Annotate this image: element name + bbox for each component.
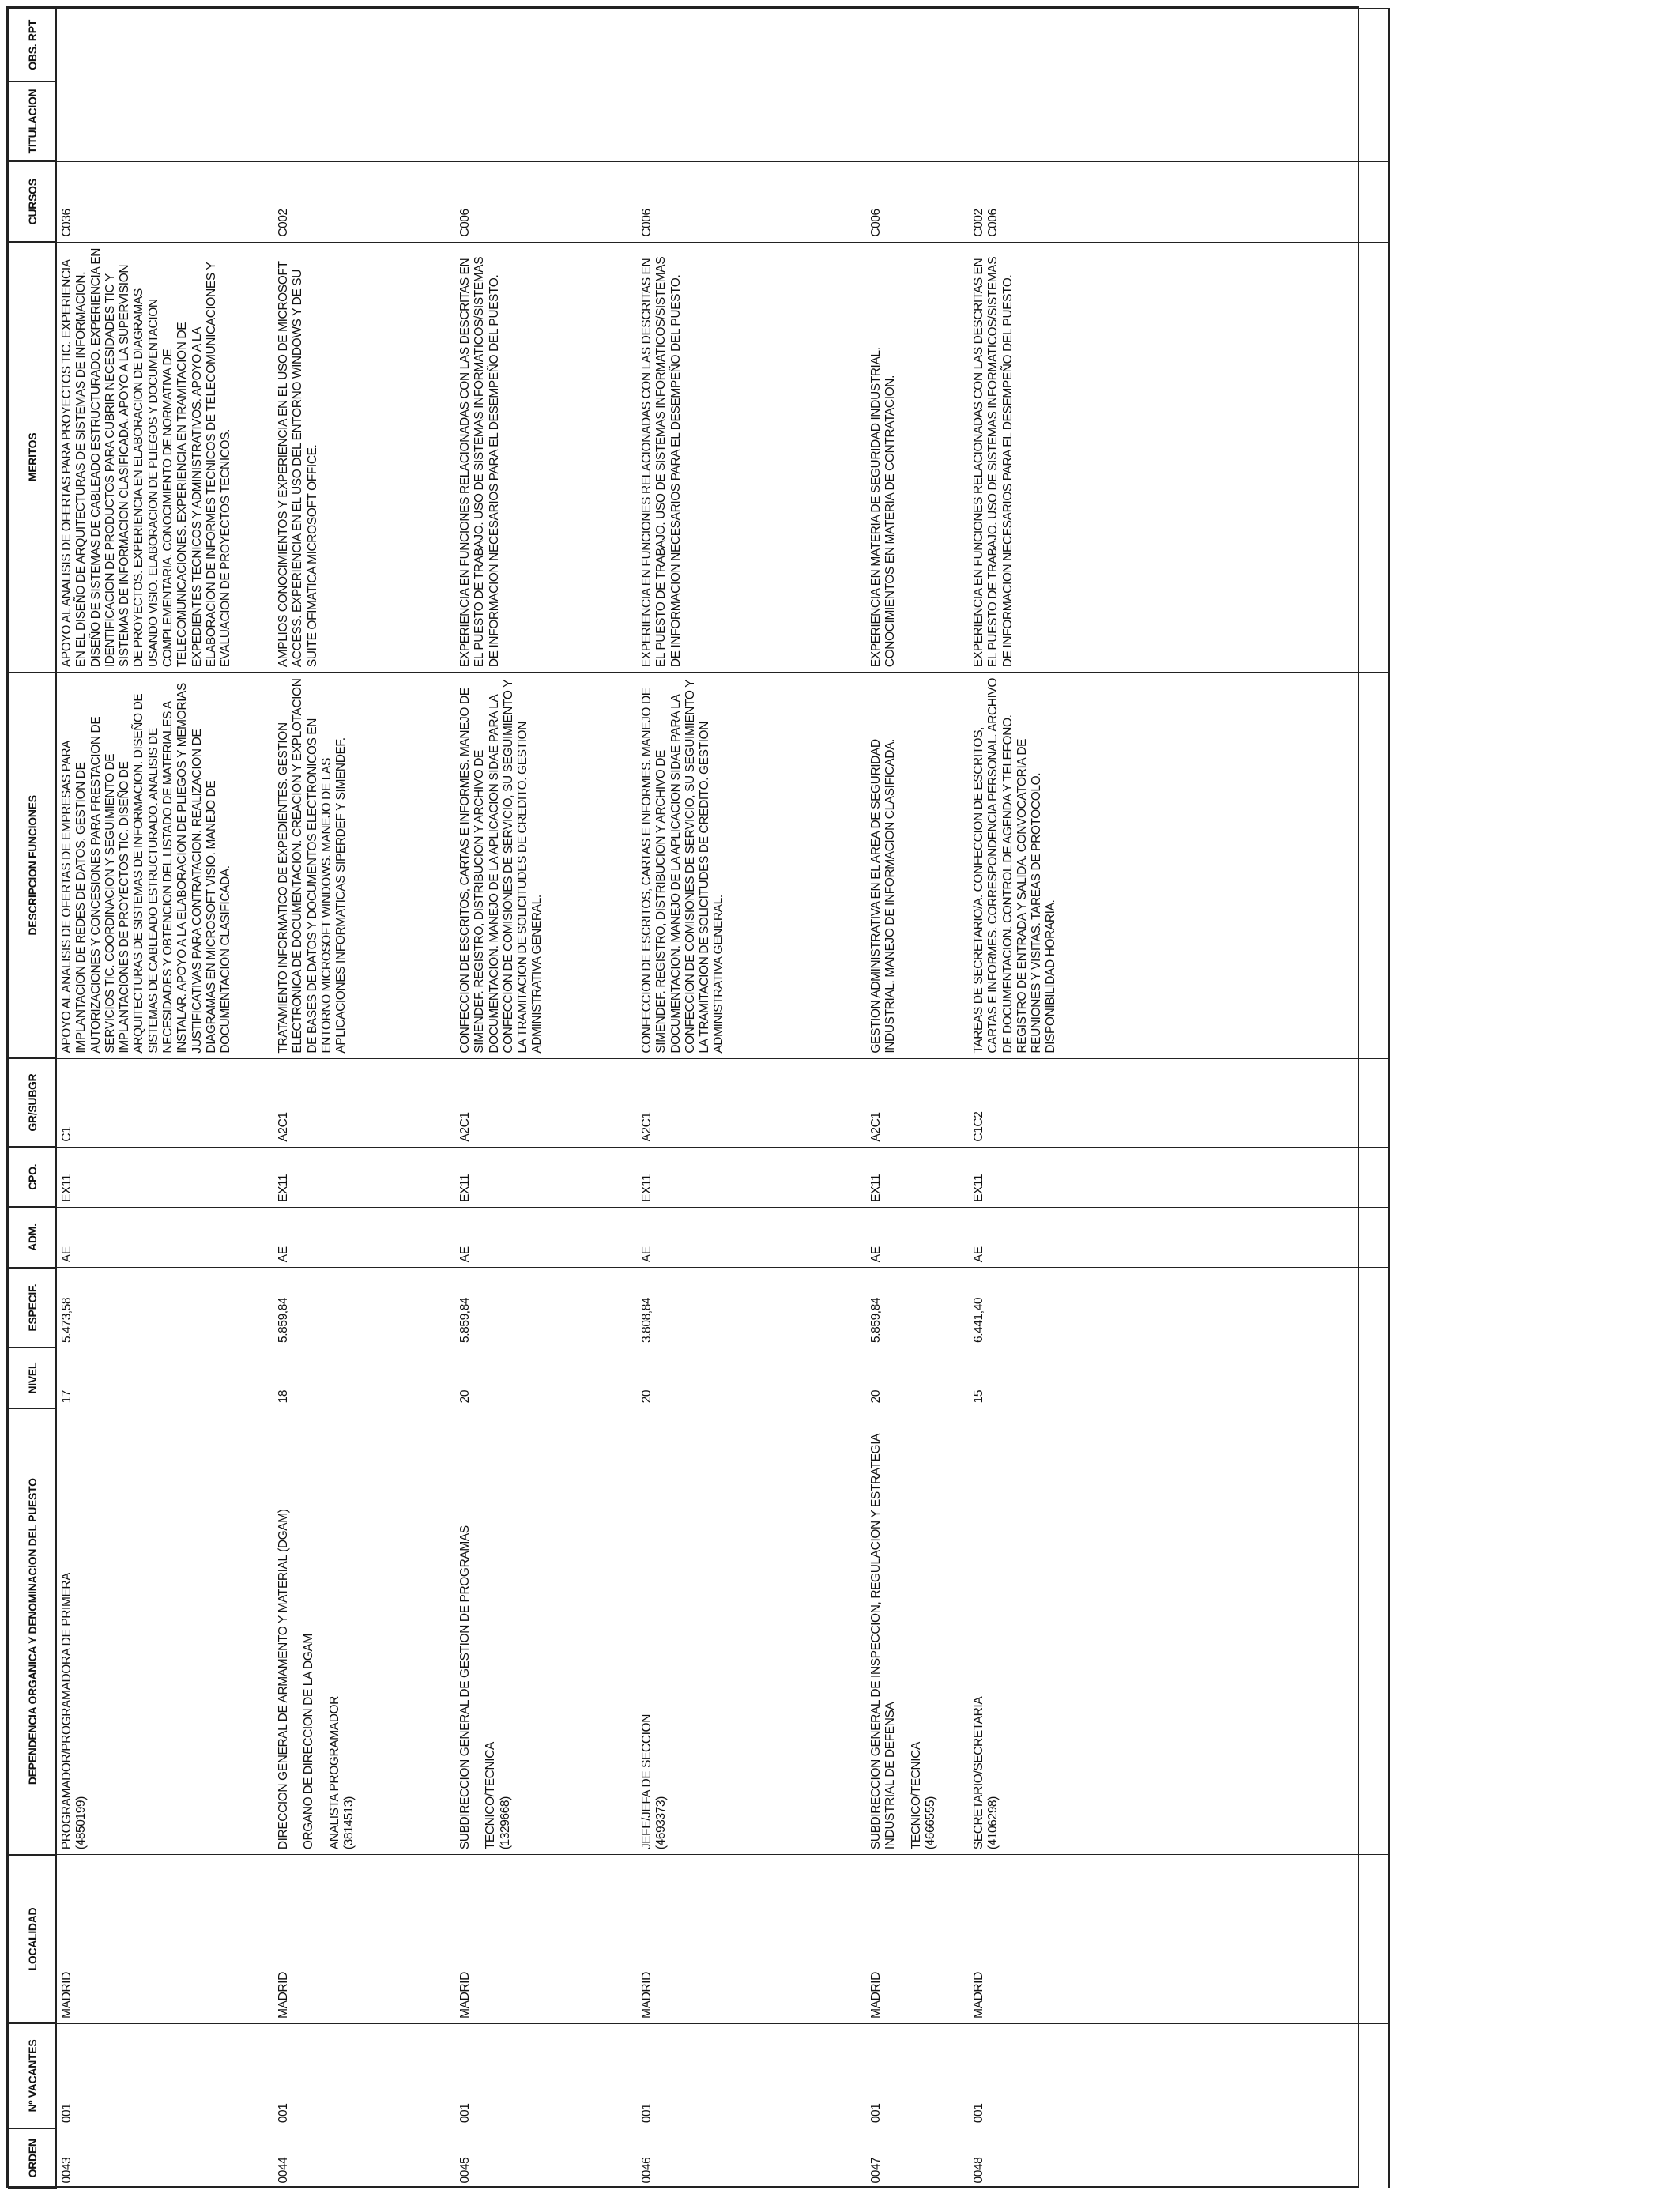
cell-obs <box>637 9 866 81</box>
header-obs: OBS. RPT <box>9 9 56 81</box>
cell-titulacion <box>455 81 637 162</box>
cell-vacantes: 001 <box>969 2023 1389 2128</box>
position-code: (3814513) <box>341 1796 356 1850</box>
cell-grsubgr: C1 <box>56 1058 273 1147</box>
position-code: (4693373) <box>654 1796 669 1850</box>
cell-cursos <box>637 161 866 242</box>
cell-meritos: EXPERIENCIA EN FUNCIONES RELACIONADAS CON LAS DESCRITAS EN EL PUESTO DE TRABAJO. USO DE SISTEMAS INFORMATICOS/SISTEMAS DE INFORMACION NECESARIOS PARA EL DESEMPEÑO DEL PUESTO. <box>637 242 866 672</box>
position-title: TECNICO/TECNICA <box>909 1742 923 1850</box>
cell-adm: AE <box>637 1207 866 1267</box>
cell-adm: AE <box>969 1207 1389 1267</box>
cell-obs <box>969 9 1389 81</box>
cell-adm: AE <box>455 1207 637 1267</box>
cell-dependencia <box>969 1408 1389 1855</box>
table-row <box>273 9 455 2188</box>
cell-funciones: CONFECCION DE ESCRITOS, CARTAS E INFORMES. MANEJO DE SIMENDEF. REGISTRO, DISTRIBUCION Y ARCHIVO DE DOCUMENTACION. MANEJO DE LA APLICACION SIDAE PARA LA CONFECCION DE COMISIONES DE SERVICIO, SU SEGUIMIENTO Y LA TRAMITACION DE SOLICITUDES DE CREDITO. GESTION ADMINISTRATIVA GENERAL. <box>637 673 866 1059</box>
course-code: C002 <box>972 209 985 237</box>
header-nivel: NIVEL <box>9 1348 56 1408</box>
header-vacantes: Nº VACANTES <box>9 2023 56 2128</box>
cell-obs <box>56 9 273 81</box>
cell-localidad: MADRID <box>866 1855 969 2024</box>
cell-dependencia <box>637 1408 866 1855</box>
cell-titulacion <box>969 81 1389 162</box>
table-row <box>866 9 969 2188</box>
cell-nivel: 17 <box>56 1348 273 1408</box>
cell-cursos <box>273 161 455 242</box>
course-code: C002 <box>277 209 290 237</box>
position-code: (4850199) <box>74 1796 89 1850</box>
cell-dependencia <box>455 1408 637 1855</box>
rotated-table-wrapper <box>8 8 1361 2189</box>
cell-cursos <box>969 161 1389 242</box>
position-title: SECRETARIO/SECRETARIA <box>972 1696 985 1850</box>
unit-heading: SUBDIRECCION GENERAL DE INSPECCION, REGULACION Y ESTRATEGIA INDUSTRIAL DE DEFENSA <box>869 1434 898 1850</box>
cell-funciones: APOYO AL ANALISIS DE OFERTAS DE EMPRESAS PARA IMPLANTACION DE REDES DE DATOS. GESTION DE AUTORIZACIONES Y CONCESIONES PARA PRESTACION DE SERVICIOS TIC. COORDINACION Y SEGUIMIENTO DE IMPLANTACIONES DE PROYECTOS TIC. DISEÑO DE ARQUITECTURAS DE SISTEMAS DE INFORMACION. DISEÑO DE SISTEMAS DE CABLEADO ESTRUCTURADO. ANALISIS DE NECESIDADES Y OBTENCION DEL LISTADO DE MATERIALES A INSTALAR. APOYO A LA ELABORACION DE PLIEGOS Y MEMORIAS JUSTIFICATIVAS PARA CONTRATACION. REALIZACION DE DIAGRAMAS EN MICROSOFT VISIO. MANEJO DE DOCUMENTACION CLASIFICADA. <box>56 673 273 1059</box>
cell-localidad: MADRID <box>455 1855 637 2024</box>
cell-grsubgr: A2C1 <box>455 1058 637 1147</box>
position-title: PROGRAMADOR/PROGRAMADORA DE PRIMERA <box>60 1572 73 1850</box>
position-title: ANALISTA PROGRAMADOR <box>327 1696 341 1850</box>
header-cpo: CPO. <box>9 1147 56 1207</box>
cell-titulacion <box>273 81 455 162</box>
cell-grsubgr: C1C2 <box>969 1058 1389 1147</box>
position-title: JEFE/JEFA DE SECCION <box>640 1714 654 1850</box>
table-row <box>455 9 637 2188</box>
cell-cpo: EX11 <box>56 1147 273 1207</box>
cell-meritos: AMPLIOS CONOCIMIENTOS Y EXPERIENCIA EN EL USO DE MICROSOFT ACCESS. EXPERIENCIA EN EL USO DEL ENTORNO WINDOWS Y DE SU SUITE OFIMATICA MICROSOFT OFFICE. <box>273 242 455 672</box>
cell-cursos <box>455 161 637 242</box>
cell-nivel: 18 <box>273 1348 455 1408</box>
cell-vacantes: 001 <box>455 2023 637 2128</box>
cell-grsubgr: A2C1 <box>273 1058 455 1147</box>
cell-meritos: EXPERIENCIA EN FUNCIONES RELACIONADAS CON LAS DESCRITAS EN EL PUESTO DE TRABAJO. USO DE SISTEMAS INFORMATICOS/SISTEMAS DE INFORMACION NECESARIOS PARA EL DESEMPEÑO DEL PUESTO. <box>969 242 1389 672</box>
header-titulacion: TITULACION <box>9 81 56 162</box>
position-code: (4666555) <box>923 1796 937 1850</box>
course-code: C006 <box>986 209 1000 237</box>
course-code: C006 <box>640 209 654 237</box>
course-code: C006 <box>869 209 883 237</box>
cell-titulacion <box>637 81 866 162</box>
cell-meritos: APOYO AL ANALISIS DE OFERTAS PARA PROYECTOS TIC. EXPERIENCIA EN EL DISEÑO DE ARQUITECTURAS DE SISTEMAS DE INFORMACION. DISEÑO DE SISTEMAS DE CABLEADO ESTRUCTURADO. EXPERIENCIA EN IDENTIFICACION DE PRODUCTOS PARA CUBRIR NECESIDADES TIC Y SISTEMAS DE INFORMACION CLASIFICADA. APOYO A LA SUPERVISION DE PROYECTOS. EXPERIENCIA EN ELABORACION DE DIAGRAMAS USANDO VISIO. ELABORACION DE PLIEGOS Y DOCUMENTACION COMPLEMENTARIA. CONOCIMIENTO DE NORMATIVA DE TELECOMUNICACIONES. EXPERIENCIA EN TRAMITACION DE EXPEDIENTES TECNICOS Y ADMINISTRATIVOS. APOYO A LA ELABORACION DE INFORMES TECNICOS DE TELECOMUNICACIONES Y EVALUACION DE PROYECTOS TECNICOS. <box>56 242 273 672</box>
header-orden: ORDEN <box>9 2128 56 2188</box>
cell-localidad: MADRID <box>56 1855 273 2024</box>
cell-localidad: MADRID <box>969 1855 1389 2024</box>
cell-dependencia <box>56 1408 273 1855</box>
cell-orden: 0047 <box>866 2128 969 2188</box>
cell-orden: 0045 <box>455 2128 637 2188</box>
cell-especif: 3.808,84 <box>637 1268 866 1348</box>
cell-dependencia <box>273 1408 455 1855</box>
header-row <box>9 9 56 2188</box>
cell-especif: 5.859,84 <box>273 1268 455 1348</box>
cell-cursos <box>866 161 969 242</box>
cell-meritos: EXPERIENCIA EN FUNCIONES RELACIONADAS CON LAS DESCRITAS EN EL PUESTO DE TRABAJO. USO DE SISTEMAS INFORMATICOS/SISTEMAS DE INFORMACION NECESARIOS PARA EL DESEMPEÑO DEL PUESTO. <box>455 242 637 672</box>
cell-vacantes: 001 <box>866 2023 969 2128</box>
cell-titulacion <box>866 81 969 162</box>
cell-grsubgr: A2C1 <box>637 1058 866 1147</box>
cell-obs <box>273 9 455 81</box>
cell-especif: 5.859,84 <box>866 1268 969 1348</box>
cell-funciones: TRATAMIENTO INFORMATICO DE EXPEDIENTES. GESTION ELECTRONICA DE DOCUMENTACION. CREACION Y EXPLOTACION DE BASES DE DATOS Y DOCUMENTOS ELECTRONICOS EN ENTORNO MICROSOFT WINDOWS. MANEJO DE LAS APLICACIONES INFORMATICAS SIPERDEF Y SIMENDEF. <box>273 673 455 1059</box>
header-meritos: MERITOS <box>9 242 56 672</box>
table-row <box>969 9 1389 2188</box>
table-row <box>56 9 273 2188</box>
cell-especif: 5.859,84 <box>455 1268 637 1348</box>
header-especif: ESPECIF. <box>9 1268 56 1348</box>
cell-funciones: CONFECCION DE ESCRITOS, CARTAS E INFORMES. MANEJO DE SIMENDEF. REGISTRO, DISTRIBUCION Y ARCHIVO DE DOCUMENTACION. MANEJO DE LA APLICACION SIDAE PARA LA CONFECCION DE COMISIONES DE SERVICIO, SU SEGUIMIENTO Y LA TRAMITACION DE SOLICITUDES DE CREDITO. GESTION ADMINISTRATIVA GENERAL. <box>455 673 637 1059</box>
cell-funciones: GESTION ADMINISTRATIVA EN EL AREA DE SEGURIDAD INDUSTRIAL. MANEJO DE INFORMACION CLASIFICADA. <box>866 673 969 1059</box>
cell-nivel: 20 <box>455 1348 637 1408</box>
cell-orden: 0044 <box>273 2128 455 2188</box>
document-page <box>6 6 1359 2188</box>
cell-nivel: 20 <box>637 1348 866 1408</box>
cell-cpo: EX11 <box>455 1147 637 1207</box>
header-cursos: CURSOS <box>9 161 56 242</box>
cell-grsubgr: A2C1 <box>866 1058 969 1147</box>
header-adm: ADM. <box>9 1207 56 1267</box>
header-grsubgr: GR/SUBGR <box>9 1058 56 1147</box>
cell-obs <box>455 9 637 81</box>
course-code: C036 <box>60 209 73 237</box>
cell-obs <box>866 9 969 81</box>
unit-heading: DIRECCION GENERAL DE ARMAMENTO Y MATERIAL (DGAM) <box>277 1509 290 1850</box>
cell-cpo: EX11 <box>969 1147 1389 1207</box>
cell-cpo: EX11 <box>273 1147 455 1207</box>
cell-dependencia <box>866 1408 969 1855</box>
table-row <box>637 9 866 2188</box>
cell-vacantes: 001 <box>273 2023 455 2128</box>
cell-nivel: 20 <box>866 1348 969 1408</box>
cell-adm: AE <box>56 1207 273 1267</box>
cell-cursos <box>56 161 273 242</box>
cell-especif: 5.473,58 <box>56 1268 273 1348</box>
cell-vacantes: 001 <box>637 2023 866 2128</box>
cell-orden: 0043 <box>56 2128 273 2188</box>
position-code: (4106298) <box>986 1796 1000 1850</box>
cell-orden: 0048 <box>969 2128 1389 2188</box>
unit-heading: SUBDIRECCION GENERAL DE GESTION DE PROGRAMAS <box>458 1525 472 1850</box>
cell-cpo: EX11 <box>866 1147 969 1207</box>
cell-vacantes: 001 <box>56 2023 273 2128</box>
cell-localidad: MADRID <box>637 1855 866 2024</box>
unit-heading: ORGANO DE DIRECCION DE LA DGAM <box>302 1634 316 1850</box>
cell-adm: AE <box>273 1207 455 1267</box>
cell-nivel: 15 <box>969 1348 1389 1408</box>
position-code: (1329668) <box>498 1796 512 1850</box>
header-funciones: DESCRIPCION FUNCIONES <box>9 673 56 1059</box>
cell-cpo: EX11 <box>637 1147 866 1207</box>
course-code: C006 <box>458 209 472 237</box>
cell-especif: 6.441,40 <box>969 1268 1389 1348</box>
cell-meritos: EXPERIENCIA EN MATERIA DE SEGURIDAD INDUSTRIAL. CONOCIMIENTOS EN MATERIA DE CONTRATACION. <box>866 242 969 672</box>
header-localidad: LOCALIDAD <box>9 1855 56 2024</box>
cell-funciones: TAREAS DE SECRETARIO/A. CONFECCION DE ESCRITOS, CARTAS E INFORMES. CORRESPONDENCIA PERSONAL. ARCHIVO DE DOCUMENTACION. CONTROL DE AGENDA Y TELEFONO. REGISTRO DE ENTRADA Y SALIDA. CONVOCATORIA DE REUNIONES Y VISITAS. TAREAS DE PROTOCOLO. DISPONIBILIDAD HORARIA. <box>969 673 1389 1059</box>
cell-adm: AE <box>866 1207 969 1267</box>
table-body <box>56 9 1389 2188</box>
vacancy-table <box>8 8 1390 2189</box>
cell-orden: 0046 <box>637 2128 866 2188</box>
position-title: TECNICO/TECNICA <box>484 1742 498 1850</box>
cell-localidad: MADRID <box>273 1855 455 2024</box>
cell-titulacion <box>56 81 273 162</box>
header-dependencia: DEPENDENCIA ORGANICA Y DENOMINACION DEL PUESTO <box>9 1408 56 1855</box>
